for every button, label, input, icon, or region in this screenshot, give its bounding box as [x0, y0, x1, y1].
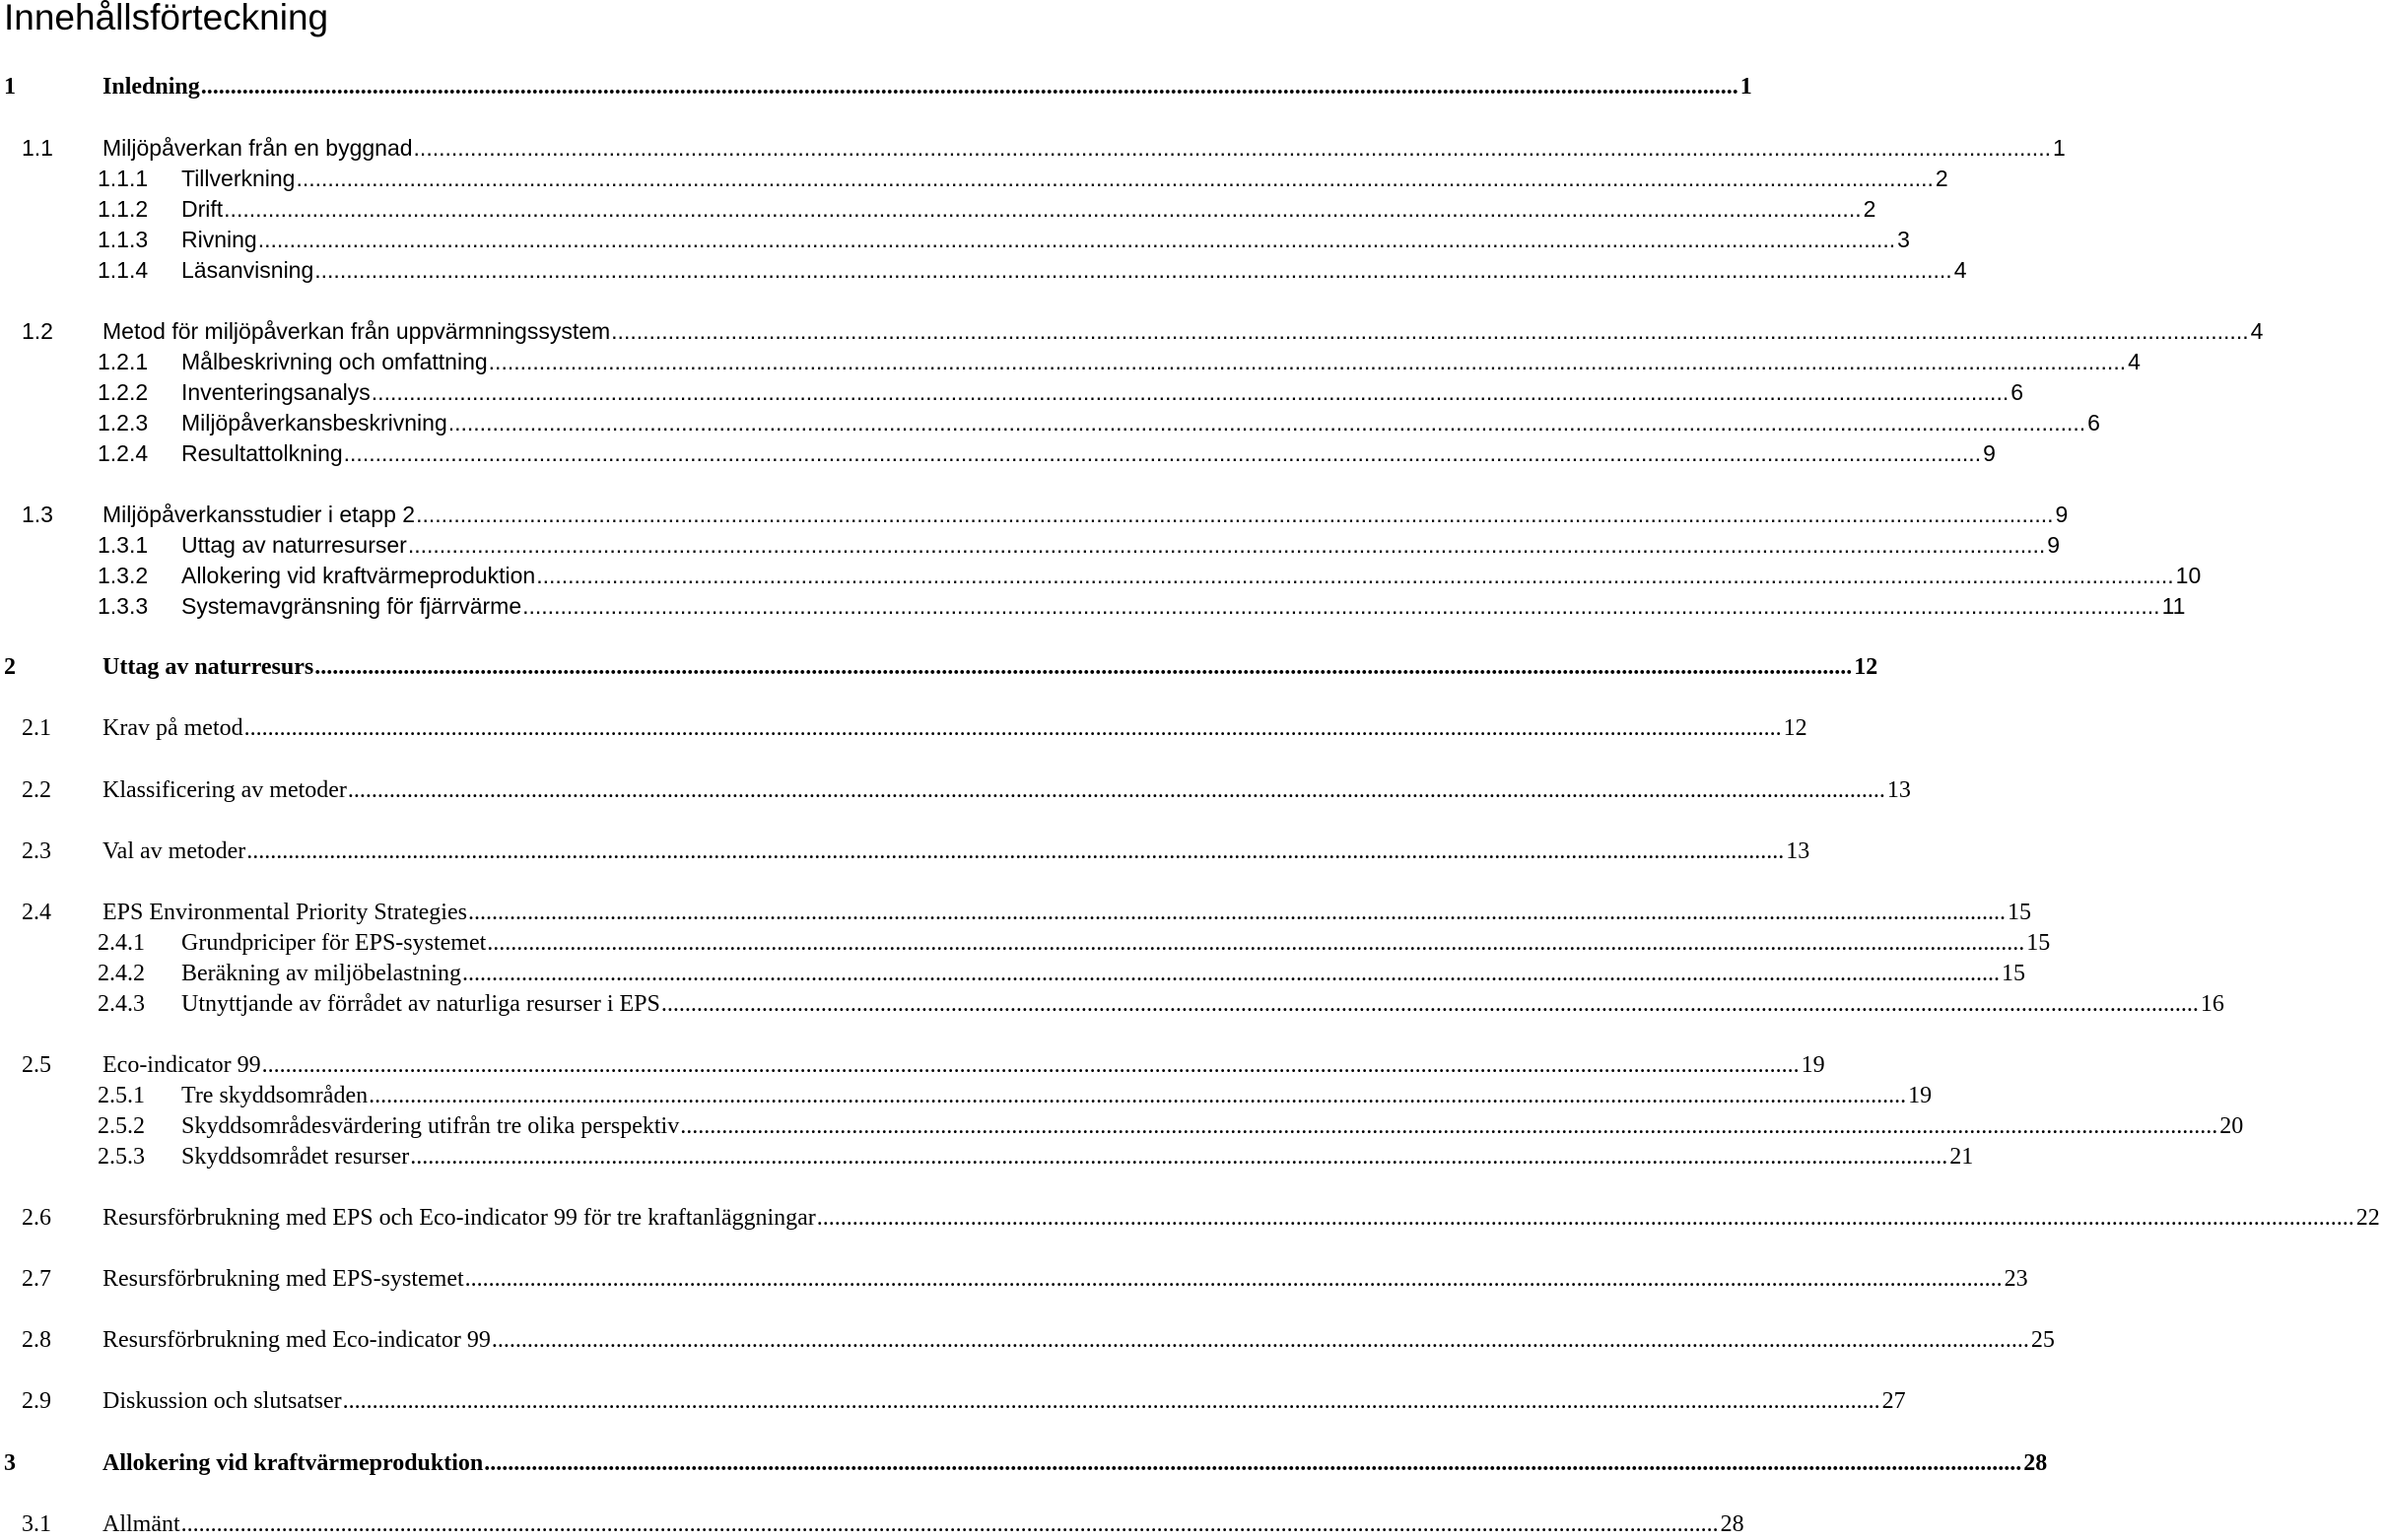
toc-entry-number: 2.9	[22, 1388, 51, 1414]
toc-entry-number: 2.1	[22, 715, 51, 741]
toc-entry-number: 2.2	[22, 777, 51, 803]
toc-entry-line	[181, 1110, 2244, 1142]
toc-entry-number: 1.2.2	[98, 379, 149, 405]
toc-entry[interactable]	[0, 1385, 1906, 1417]
toc-entry[interactable]	[0, 315, 2264, 347]
dot-leader: ....................................................................................................................................................................................................................................................................	[224, 196, 1862, 222]
toc-entry[interactable]	[0, 376, 2024, 408]
toc-entry-number: 1.1.3	[98, 227, 149, 252]
toc-entry-number: 2.6	[22, 1205, 51, 1231]
toc-entry-page-number: 1	[2052, 135, 2066, 161]
toc-entry[interactable]	[0, 988, 2224, 1020]
toc-entry-line	[181, 407, 2100, 438]
dot-leader: ....................................................................................................................................................................................................................................................................	[660, 991, 2199, 1017]
toc-entry[interactable]	[0, 407, 2100, 438]
toc-entry-line	[102, 1263, 2028, 1295]
toc-entry-title: Krav på metod	[102, 715, 243, 741]
toc-entry-title: Allmänt	[102, 1511, 180, 1537]
toc-entry-page-number: 28	[1720, 1511, 1744, 1537]
toc-entry[interactable]	[0, 163, 1948, 194]
toc-entry-title: Resursförbrukning med Eco-indicator 99	[102, 1327, 491, 1353]
dot-leader: ....................................................................................................................................................................................................................................................................	[343, 440, 1982, 466]
toc-entry[interactable]	[0, 836, 1810, 867]
page-title: Innehållsförteckning	[4, 0, 329, 37]
toc-entry-page-number: 12	[1783, 715, 1807, 741]
toc-entry-title: Uttag av naturresurser	[181, 532, 407, 558]
toc-entry-title: Systemavgränsning för fjärrvärme	[181, 593, 522, 619]
toc-entry-number: 1.1.2	[98, 196, 149, 222]
toc-entry-title: Grundpriciper för EPS-systemet	[181, 930, 487, 956]
toc-entry-line	[181, 1141, 1974, 1172]
toc-entry-title: Skyddsområdesvärdering utifrån tre olika perspektiv	[181, 1113, 680, 1139]
toc-entry-page-number: 3	[1897, 227, 1910, 252]
dot-leader: ....................................................................................................................................................................................................................................................................	[536, 563, 2174, 588]
toc-entry-number: 2.4	[22, 900, 51, 925]
toc-entry-number: 1.3	[22, 502, 53, 527]
dot-leader: ....................................................................................................................................................................................................................................................................	[484, 1450, 2022, 1476]
toc-entry-title: EPS Environmental Priority Strategies	[102, 900, 467, 925]
dot-leader: ....................................................................................................................................................................................................................................................................	[522, 593, 2160, 619]
toc-entry-line	[102, 1508, 1744, 1540]
toc-entry-title: Inledning	[102, 74, 200, 100]
toc-entry-number: 2.5.2	[98, 1113, 145, 1139]
toc-entry-page-number: 4	[1953, 257, 1967, 283]
toc-entry-line	[102, 132, 2066, 164]
toc-entry-number: 2.4.3	[98, 991, 145, 1017]
toc-entry-number: 1.3.1	[98, 532, 149, 558]
toc-entry-number: 2	[4, 654, 16, 680]
toc-entry-page-number: 20	[2219, 1113, 2244, 1139]
toc-entry-title: Klassificering av metoder	[102, 777, 347, 803]
toc-entry-page-number: 28	[2023, 1450, 2048, 1476]
toc-entry-line	[102, 712, 1807, 744]
toc-entry-page-number: 15	[2026, 930, 2051, 956]
toc-entry-title: Drift	[181, 196, 224, 222]
toc-entry-line	[102, 499, 2069, 530]
toc-entry-line	[102, 315, 2264, 347]
toc-entry-page-number: 2	[1863, 196, 1876, 222]
toc-entry-page-number: 2	[1935, 166, 1948, 191]
toc-entry[interactable]	[0, 1324, 2055, 1356]
dot-leader: ....................................................................................................................................................................................................................................................................	[487, 930, 2025, 956]
dot-leader: ....................................................................................................................................................................................................................................................................	[467, 900, 2006, 925]
toc-entry-number: 1.1.4	[98, 257, 149, 283]
toc-entry-line	[102, 836, 1810, 867]
toc-entry[interactable]	[0, 560, 2202, 591]
toc-entry-line	[181, 254, 1967, 286]
toc-entry-line	[102, 71, 1752, 102]
toc-entry-title: Läsanvisning	[181, 257, 314, 283]
toc-entry-number: 2.5.3	[98, 1144, 145, 1170]
toc-entry-page-number: 23	[2004, 1266, 2028, 1292]
toc-entry-line	[181, 590, 2186, 622]
toc-entry-number: 2.5	[22, 1052, 51, 1078]
toc-entry-title: Inventeringsanalys	[181, 379, 371, 405]
toc-entry-line	[181, 376, 2024, 408]
toc-entry-page-number: 9	[1983, 440, 1996, 466]
toc-entry[interactable]	[0, 1141, 1974, 1172]
toc-entry-page-number: 9	[2047, 532, 2061, 558]
toc-entry[interactable]	[0, 529, 2061, 561]
toc-entry-number: 3	[4, 1450, 16, 1476]
toc-entry-line	[181, 988, 2224, 1020]
toc-entry-title: Diskussion och slutsatser	[102, 1388, 342, 1414]
dot-leader: ....................................................................................................................................................................................................................................................................	[447, 410, 2086, 435]
toc-entry[interactable]	[0, 1049, 1825, 1081]
toc-entry-page-number: 15	[2001, 961, 2025, 986]
toc-entry[interactable]	[0, 1508, 1744, 1540]
toc-entry[interactable]	[0, 712, 1807, 744]
toc-entry-line	[181, 193, 1876, 225]
toc-entry-number: 2.7	[22, 1266, 51, 1292]
toc-entry[interactable]	[0, 1263, 2028, 1295]
toc-entry-number: 1.2.4	[98, 440, 149, 466]
toc-entry-number: 2.3	[22, 838, 51, 864]
dot-leader: ....................................................................................................................................................................................................................................................................	[180, 1511, 1719, 1537]
toc-entry[interactable]	[0, 958, 2025, 989]
dot-leader: ....................................................................................................................................................................................................................................................................	[816, 1205, 2354, 1231]
dot-leader: ....................................................................................................................................................................................................................................................................	[200, 74, 1738, 100]
toc-entry-page-number: 19	[1908, 1083, 1933, 1108]
toc-entry-line	[102, 1049, 1825, 1081]
toc-entry-title: Resursförbrukning med EPS-systemet	[102, 1266, 464, 1292]
toc-entry-title: Allokering vid kraftvärmeproduktion	[102, 1450, 484, 1476]
toc-entry[interactable]	[0, 71, 1752, 102]
dot-leader: ....................................................................................................................................................................................................................................................................	[257, 227, 1896, 252]
toc-entry-title: Eco-indicator 99	[102, 1052, 261, 1078]
toc-entry-page-number: 13	[1786, 838, 1810, 864]
dot-leader: ....................................................................................................................................................................................................................................................................	[413, 135, 2051, 161]
dot-leader: ....................................................................................................................................................................................................................................................................	[611, 318, 2249, 344]
toc-entry-title: Metod för miljöpåverkan från uppvärmningssystem	[102, 318, 611, 344]
toc-entry-line	[102, 1324, 2055, 1356]
toc-entry[interactable]	[0, 346, 2141, 377]
toc-entry[interactable]	[0, 590, 2186, 622]
toc-entry-page-number: 11	[2161, 593, 2186, 619]
toc-entry-line	[181, 529, 2061, 561]
toc-entry-number: 1	[4, 74, 16, 100]
toc-entry-number: 2.4.2	[98, 961, 145, 986]
dot-leader: ....................................................................................................................................................................................................................................................................	[461, 961, 2000, 986]
toc-entry[interactable]	[0, 774, 1911, 806]
toc-entry-number: 1.2.1	[98, 349, 149, 374]
dot-leader: ....................................................................................................................................................................................................................................................................	[347, 777, 1885, 803]
toc-entry-line	[102, 774, 1911, 806]
toc-entry-number: 1.1	[22, 135, 53, 161]
toc-entry-title: Utnyttjande av förrådet av naturliga resurser i EPS	[181, 991, 660, 1017]
dot-leader: ....................................................................................................................................................................................................................................................................	[369, 1083, 1907, 1108]
toc-entry-number: 2.4.1	[98, 930, 145, 956]
toc-entry-title: Miljöpåverkansbeskrivning	[181, 410, 447, 435]
dot-leader: ....................................................................................................................................................................................................................................................................	[416, 502, 2054, 527]
toc-entry[interactable]	[0, 1202, 2380, 1234]
toc-entry[interactable]	[0, 897, 2031, 928]
toc-entry-title: Miljöpåverkansstudier i etapp 2	[102, 502, 416, 527]
toc-entry-page-number: 13	[1886, 777, 1911, 803]
toc-entry-title: Målbeskrivning och omfattning	[181, 349, 488, 374]
toc-entry-page-number: 4	[2250, 318, 2264, 344]
toc-entry-title: Uttag av naturresurs	[102, 654, 314, 680]
dot-leader: ....................................................................................................................................................................................................................................................................	[261, 1052, 1800, 1078]
toc-entry-line	[181, 1080, 1933, 1111]
toc-entry-page-number: 27	[1881, 1388, 1906, 1414]
toc-entry-page-number: 6	[2010, 379, 2024, 405]
toc-entry-page-number: 25	[2030, 1327, 2055, 1353]
dot-leader: ....................................................................................................................................................................................................................................................................	[488, 349, 2127, 374]
toc-entry[interactable]	[0, 437, 1996, 469]
dot-leader: ....................................................................................................................................................................................................................................................................	[314, 654, 1853, 680]
toc-entry-line	[181, 163, 1948, 194]
dot-leader: ....................................................................................................................................................................................................................................................................	[371, 379, 2009, 405]
toc-entry-title: Skyddsområdet resurser	[181, 1144, 410, 1170]
toc-entry-number: 3.1	[22, 1511, 51, 1537]
dot-leader: ....................................................................................................................................................................................................................................................................	[342, 1388, 1880, 1414]
toc-entry[interactable]	[0, 651, 1878, 683]
toc-entry[interactable]	[0, 1447, 2048, 1479]
toc-entry-page-number: 12	[1854, 654, 1878, 680]
toc-entry-title: Resultattolkning	[181, 440, 343, 466]
toc-entry-title: Miljöpåverkan från en byggnad	[102, 135, 413, 161]
toc-entry-number: 1.1.1	[98, 166, 149, 191]
toc-entry[interactable]	[0, 927, 2051, 959]
toc-entry[interactable]	[0, 193, 1876, 225]
toc-entry-line	[102, 1447, 2048, 1479]
toc-entry-page-number: 16	[2200, 991, 2224, 1017]
toc-entry-page-number: 19	[1801, 1052, 1825, 1078]
dot-leader: ....................................................................................................................................................................................................................................................................	[680, 1113, 2218, 1139]
toc-entry-page-number: 1	[1739, 74, 1752, 100]
toc-entry-title: Val av metoder	[102, 838, 246, 864]
dot-leader: ....................................................................................................................................................................................................................................................................	[243, 715, 1782, 741]
toc-entry-page-number: 10	[2175, 563, 2202, 588]
toc-entry-line	[181, 927, 2051, 959]
toc-entry-number: 1.3.3	[98, 593, 149, 619]
toc-entry-title: Beräkning av miljöbelastning	[181, 961, 461, 986]
toc-entry-number: 1.3.2	[98, 563, 149, 588]
toc-entry[interactable]	[0, 1080, 1933, 1111]
toc-entry-title: Tillverkning	[181, 166, 296, 191]
toc-entry-line	[181, 958, 2025, 989]
dot-leader: ....................................................................................................................................................................................................................................................................	[314, 257, 1952, 283]
dot-leader: ....................................................................................................................................................................................................................................................................	[246, 838, 1785, 864]
toc-entry-line	[181, 560, 2202, 591]
dot-leader: ....................................................................................................................................................................................................................................................................	[407, 532, 2046, 558]
toc-entry[interactable]	[0, 132, 2066, 164]
toc-entry-line	[181, 224, 1910, 255]
toc-entry-page-number: 22	[2355, 1205, 2380, 1231]
toc-entry-page-number: 9	[2055, 502, 2069, 527]
toc-entry-number: 1.2.3	[98, 410, 149, 435]
toc-entry-line	[102, 897, 2031, 928]
toc-entry-line	[181, 346, 2141, 377]
toc-entry-number: 1.2	[22, 318, 53, 344]
toc-entry[interactable]	[0, 1110, 2244, 1142]
toc-entry-number: 2.5.1	[98, 1083, 145, 1108]
toc-entry[interactable]	[0, 499, 2069, 530]
toc-entry-page-number: 15	[2007, 900, 2031, 925]
toc-entry[interactable]	[0, 254, 1967, 286]
toc-entry-line	[181, 437, 1996, 469]
toc-entry-number: 2.8	[22, 1327, 51, 1353]
toc-entry-title: Rivning	[181, 227, 257, 252]
toc-entry-title: Allokering vid kraftvärmeproduktion	[181, 563, 536, 588]
toc-entry-title: Tre skyddsområden	[181, 1083, 369, 1108]
dot-leader: ....................................................................................................................................................................................................................................................................	[296, 166, 1934, 191]
toc-entry-line	[102, 1202, 2380, 1234]
dot-leader: ....................................................................................................................................................................................................................................................................	[464, 1266, 2003, 1292]
toc-entry-page-number: 4	[2128, 349, 2141, 374]
toc-entry-page-number: 6	[2087, 410, 2100, 435]
toc-entry-line	[102, 651, 1878, 683]
toc-entry-page-number: 21	[1949, 1144, 1974, 1170]
dot-leader: ....................................................................................................................................................................................................................................................................	[491, 1327, 2029, 1353]
toc-entry[interactable]	[0, 224, 1910, 255]
dot-leader: ....................................................................................................................................................................................................................................................................	[410, 1144, 1948, 1170]
toc-entry-title: Resursförbrukning med EPS och Eco-indicator 99 för tre kraftanläggningar	[102, 1205, 816, 1231]
toc-entry-line	[102, 1385, 1906, 1417]
